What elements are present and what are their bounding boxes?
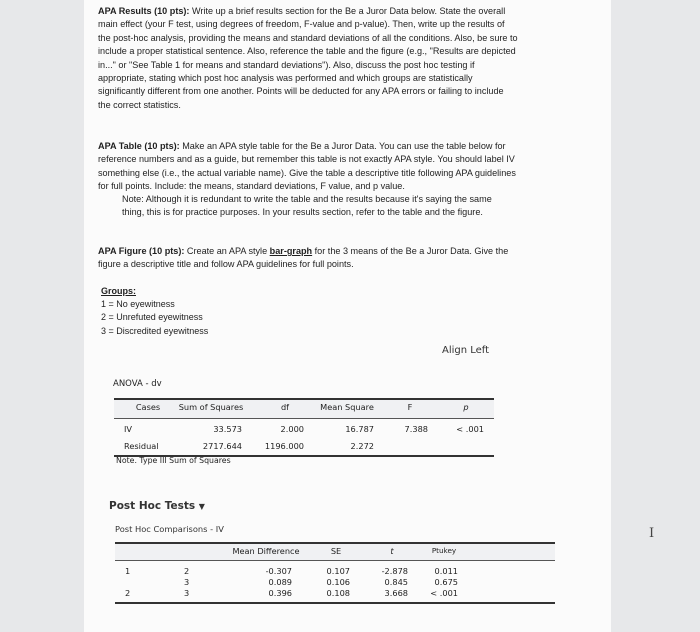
anova-row-iv-df: 2.000 bbox=[280, 424, 304, 434]
apa-figure-heading: APA Figure (10 pts): bbox=[98, 246, 185, 256]
group-item: 2 = Unrefuted eyewitness bbox=[101, 312, 203, 323]
anova-row-iv-p: < .001 bbox=[456, 424, 484, 434]
results-line: in..." or "See Table 1 for means and standard deviations"). Also, discuss the post hoc testing if bbox=[98, 59, 475, 70]
document-page bbox=[84, 0, 655, 632]
posthoc-row-2-b: 3 bbox=[184, 577, 190, 587]
figure-text: for the 3 means of the Be a Juror Data. Give the bbox=[312, 246, 509, 256]
anova-row-residual-df: 1196.000 bbox=[264, 441, 304, 451]
posthoc-row-2-se: 0.106 bbox=[326, 577, 350, 587]
posthoc-row-1-se: 0.107 bbox=[326, 566, 350, 576]
anova-note: Note. Type III Sum of Squares bbox=[116, 456, 231, 465]
table-line: something else (i.e., the actual variable name). Give the table a descriptive title following APA guidelines bbox=[98, 167, 516, 178]
anova-row-iv-ss: 33.573 bbox=[213, 424, 242, 434]
col-header-p: p bbox=[463, 402, 469, 412]
apa-table-paragraph bbox=[98, 140, 598, 194]
text-cursor-icon: I bbox=[649, 526, 655, 541]
results-line: include a proper statistical sentence. Also, reference the table and the figure (e.g., "Results are depicted bbox=[98, 46, 516, 57]
results-line: main effect (your F test, using degrees of freedom, F-value and p-value). Then, write up the results of bbox=[98, 19, 505, 30]
posthoc-title[interactable]: Post Hoc Tests ▼ bbox=[109, 500, 205, 512]
results-line: significantly different from one another. Points will be deducted for any APA errors or failing to include bbox=[98, 86, 504, 97]
anova-row-residual-ss: 2717.644 bbox=[202, 441, 242, 451]
col-header-se: SE bbox=[330, 546, 342, 556]
posthoc-row-1-b: 2 bbox=[184, 566, 190, 576]
caret-down-icon[interactable]: ▼ bbox=[198, 502, 205, 511]
table-line: Make an APA style table for the Be a Juror Data. You can use the table below for bbox=[179, 141, 506, 151]
posthoc-row-3-md: 0.396 bbox=[268, 588, 292, 598]
anova-row-iv-case: IV bbox=[124, 424, 133, 434]
posthoc-row-2-p: 0.675 bbox=[434, 577, 458, 587]
group-item: 1 = No eyewitness bbox=[101, 299, 175, 310]
figure-line: figure a descriptive title and follow APA guidelines for full points. bbox=[98, 259, 354, 270]
table-line: reference numbers and as a guide, but remember this table is not exactly APA style. You should label IV bbox=[98, 154, 515, 165]
col-header-f: F bbox=[407, 402, 413, 412]
col-header-ms: Mean Square bbox=[320, 402, 374, 412]
apa-figure-paragraph bbox=[98, 245, 598, 272]
posthoc-row-2-t: 0.845 bbox=[384, 577, 408, 587]
results-line: the correct statistics. bbox=[98, 99, 181, 110]
anova-row-iv-f: 7.388 bbox=[404, 424, 428, 434]
note-line: Note: Although it is redundant to write the table and the results because it's saying the same bbox=[122, 194, 492, 204]
posthoc-row-3-b: 3 bbox=[184, 588, 190, 598]
posthoc-header-rule bbox=[115, 560, 555, 561]
posthoc-row-2-md: 0.089 bbox=[268, 577, 292, 587]
posthoc-row-1-t: -2.878 bbox=[381, 566, 408, 576]
col-header-ptukey: Ptukey bbox=[431, 546, 457, 555]
table-top-rule bbox=[114, 398, 494, 400]
group-item: 3 = Discredited eyewitness bbox=[101, 325, 209, 336]
results-line: Write up a brief results section for the Be a Juror Data below. State the overall bbox=[189, 6, 506, 16]
groups-list bbox=[101, 285, 208, 338]
table-line: for full points. Include: the means, standard deviations, F value, and p value. bbox=[98, 181, 405, 192]
table-header-rule bbox=[114, 418, 494, 419]
col-header-cases: Cases bbox=[135, 402, 161, 412]
col-header-t: t bbox=[390, 546, 394, 556]
anova-row-residual-case: Residual bbox=[124, 441, 159, 451]
results-line: appropriate, stating which post hoc analysis was performed and which groups are statistically bbox=[98, 73, 473, 84]
apa-results-paragraph bbox=[98, 5, 598, 112]
anova-row-iv-ms: 16.787 bbox=[345, 424, 374, 434]
col-header-mean-diff: Mean Difference bbox=[232, 546, 300, 556]
results-line: the post-hoc analysis, providing the means and standard deviations of all the conditions. Also, be sure to bbox=[98, 32, 518, 43]
col-header-df: df bbox=[280, 402, 290, 412]
apa-table-heading: APA Table (10 pts): bbox=[98, 141, 180, 151]
groups-heading: Groups: bbox=[101, 286, 136, 296]
posthoc-row-3-t: 3.668 bbox=[384, 588, 408, 598]
posthoc-row-1-p: 0.011 bbox=[434, 566, 458, 576]
bar-graph-link[interactable]: bar-graph bbox=[269, 246, 313, 256]
posthoc-bottom-rule bbox=[115, 602, 555, 604]
posthoc-row-1-a: 1 bbox=[125, 566, 131, 576]
anova-row-residual-ms: 2.272 bbox=[350, 441, 374, 451]
anova-title: ANOVA - dv bbox=[113, 379, 162, 389]
note-paragraph bbox=[122, 193, 592, 220]
posthoc-row-3-p: < .001 bbox=[430, 588, 458, 598]
posthoc-top-rule bbox=[115, 542, 555, 544]
posthoc-row-3-a: 2 bbox=[125, 588, 131, 598]
note-line: thing, this is for practice purposes. In your results section, refer to the table and the figure. bbox=[122, 207, 483, 218]
col-header-ss: Sum of Squares bbox=[178, 402, 244, 412]
posthoc-row-3-se: 0.108 bbox=[326, 588, 350, 598]
align-left-button[interactable]: Align Left bbox=[442, 345, 490, 356]
posthoc-subtitle: Post Hoc Comparisons - IV bbox=[115, 524, 224, 534]
apa-results-heading: APA Results (10 pts): bbox=[98, 6, 190, 16]
posthoc-row-1-md: -0.307 bbox=[265, 566, 292, 576]
figure-text: Create an APA style bbox=[184, 246, 270, 256]
